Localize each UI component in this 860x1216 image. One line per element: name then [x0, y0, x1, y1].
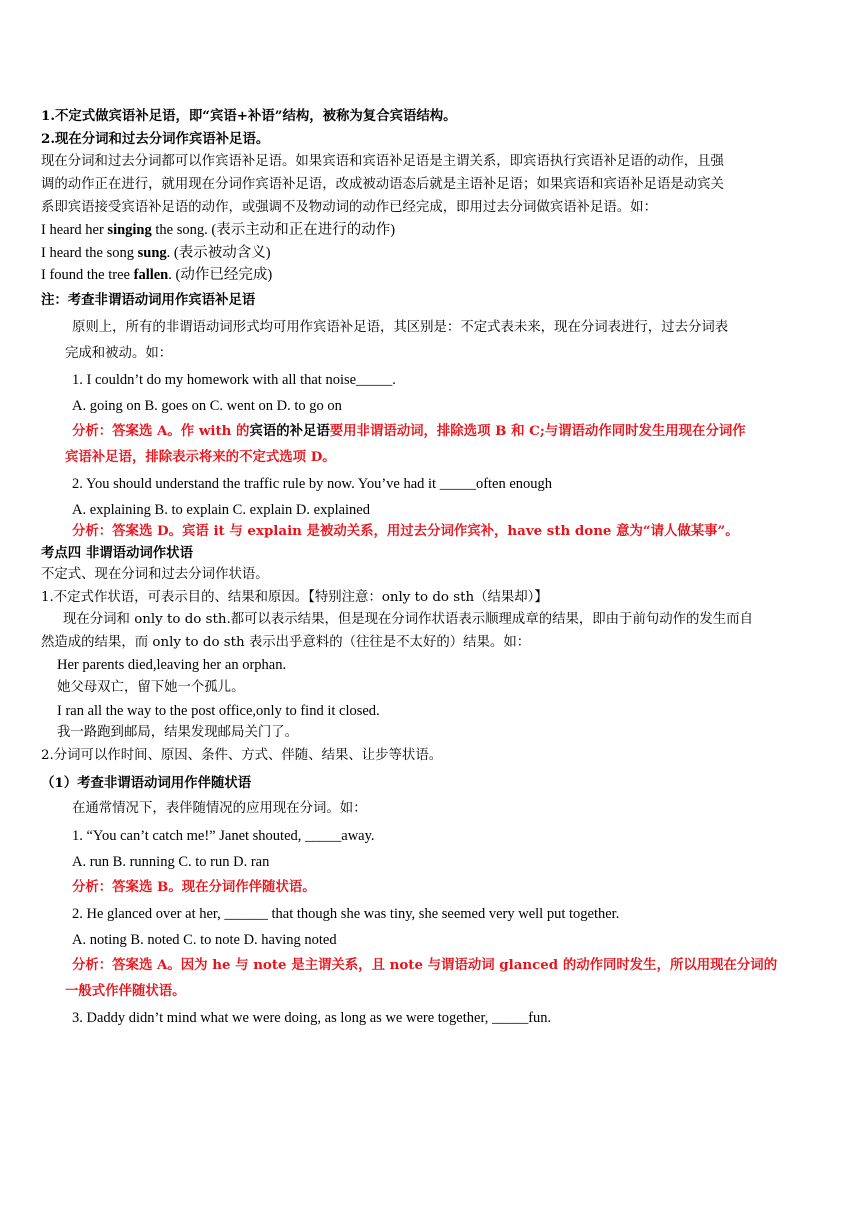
- example-text: . (动作已经完成): [168, 267, 273, 283]
- answer-analysis: 一般式作伴随状语。: [65, 983, 186, 999]
- answer-text: 分析：答案选 A。作 with 的: [72, 423, 250, 439]
- question-options: A. explaining B. to explain C. explain D. explained: [72, 502, 370, 518]
- answer-text-black: 宾语的补足语: [249, 423, 330, 439]
- paragraph-line: 现在分词和 only to do sth.都可以表示结果，但是现在分词作状语表示顺理成章的结果，即由于前句动作的发生而自: [63, 612, 753, 627]
- note-text: 完成和被动。如：: [65, 346, 173, 361]
- example-sentence: I ran all the way to the post office,only to find it closed.: [57, 703, 380, 719]
- answer-analysis: [72, 422, 746, 440]
- question: 2. You should understand the traffic rule by now. You’ve had it _____often enough: [72, 476, 553, 492]
- question-options: A. going on B. goes on C. went on D. to go on: [72, 398, 342, 414]
- example-text: . (表示被动含义): [166, 245, 271, 261]
- example-sentence: [41, 244, 271, 262]
- example-text: I heard her: [41, 222, 108, 238]
- example-keyword: sung: [137, 245, 167, 261]
- paragraph-line: 然造成的结果，而 only to do sth 表示出乎意料的（往往是不太好的）结果。如：: [41, 635, 531, 650]
- heading-1: 1.不定式做宾语补足语，即“宾语+补语”结构，被称为复合宾语结构。: [41, 108, 457, 124]
- example-text: the song. (表示主动和正在进行的动作): [151, 222, 396, 238]
- section-intro: 不定式、现在分词和过去分词作状语。: [41, 567, 269, 582]
- example-text: I heard the song: [41, 245, 138, 261]
- example-keyword: fallen: [133, 267, 169, 283]
- example-sentence: [41, 221, 395, 239]
- heading-2: 2.现在分词和过去分词作宾语补足语。: [41, 131, 270, 147]
- example-sentence: [41, 266, 272, 284]
- note-heading: 注：考查非谓语动词用作宾语补足语: [41, 292, 256, 308]
- example-sentence: Her parents died,leaving her an orphan.: [57, 657, 287, 673]
- question: 3. Daddy didn’t mind what we were doing, as long as we were together, _____fun.: [72, 1010, 552, 1026]
- example-translation: 我一路跑到邮局，结果发现邮局关门了。: [57, 725, 299, 740]
- question-options: A. run B. running C. to run D. ran: [72, 854, 270, 870]
- question-options: A. noting B. noted C. to note D. having noted: [72, 932, 337, 948]
- answer-text: 要用非谓语动词，排除选项 B 和 C;与谓语动作同时发生用现在分词作: [329, 423, 746, 439]
- example-text: I found the tree: [41, 267, 134, 283]
- note-text: 原则上，所有的非谓语动词形式均可用作宾语补足语，其区别是：不定式表未来，现在分词表进行，过去分词表: [72, 320, 729, 335]
- paragraph-line: 现在分词和过去分词都可以作宾语补足语。如果宾语和宾语补足语是主谓关系，即宾语执行宾语补足语的动作，且强: [41, 154, 724, 169]
- answer-analysis: 分析：答案选 B。现在分词作伴随状语。: [72, 879, 316, 895]
- answer-analysis: 分析：答案选 D。宾语 it 与 explain 是被动关系，用过去分词作宾补，have sth done 意为“请人做某事”。: [72, 523, 739, 539]
- section-point: 2.分词可以作时间、原因、条件、方式、伴随、结果、让步等状语。: [41, 748, 443, 763]
- question: 1. “You can’t catch me!” Janet shouted, _____away.: [72, 828, 375, 844]
- answer-analysis: 分析：答案选 A。因为 he 与 note 是主谓关系，且 note 与谓语动词 glanced 的动作同时发生，所以用现在分词的: [72, 957, 778, 973]
- subsection-title: （1）考查非谓语动词用作伴随状语: [41, 775, 252, 791]
- paragraph-line: 调的动作正在进行，就用现在分词作宾语补足语，改成被动语态后就是主语补足语；如果宾语和宾语补足语是动宾关: [41, 177, 724, 192]
- answer-analysis: 宾语补足语，排除表示将来的不定式选项 D。: [65, 449, 336, 465]
- question: 1. I couldn’t do my homework with all that noise_____.: [72, 372, 396, 388]
- subsection-intro: 在通常情况下，表伴随情况的应用现在分词。如：: [72, 801, 367, 816]
- example-keyword: singing: [107, 222, 152, 238]
- example-translation: 她父母双亡，留下她一个孤儿。: [57, 680, 245, 695]
- section-title: 考点四 非谓语动词作状语: [41, 545, 193, 561]
- section-point: 1.不定式作状语，可表示目的、结果和原因。【特别注意：only to do sth（结果却）】: [41, 590, 548, 605]
- paragraph-line: 系即宾语接受宾语补足语的动作，或强调不及物动词的动作已经完成，即用过去分词做宾语补足语。如：: [41, 200, 657, 215]
- question: 2. He glanced over at her, ______ that though she was tiny, she seemed very well put together.: [72, 906, 620, 922]
